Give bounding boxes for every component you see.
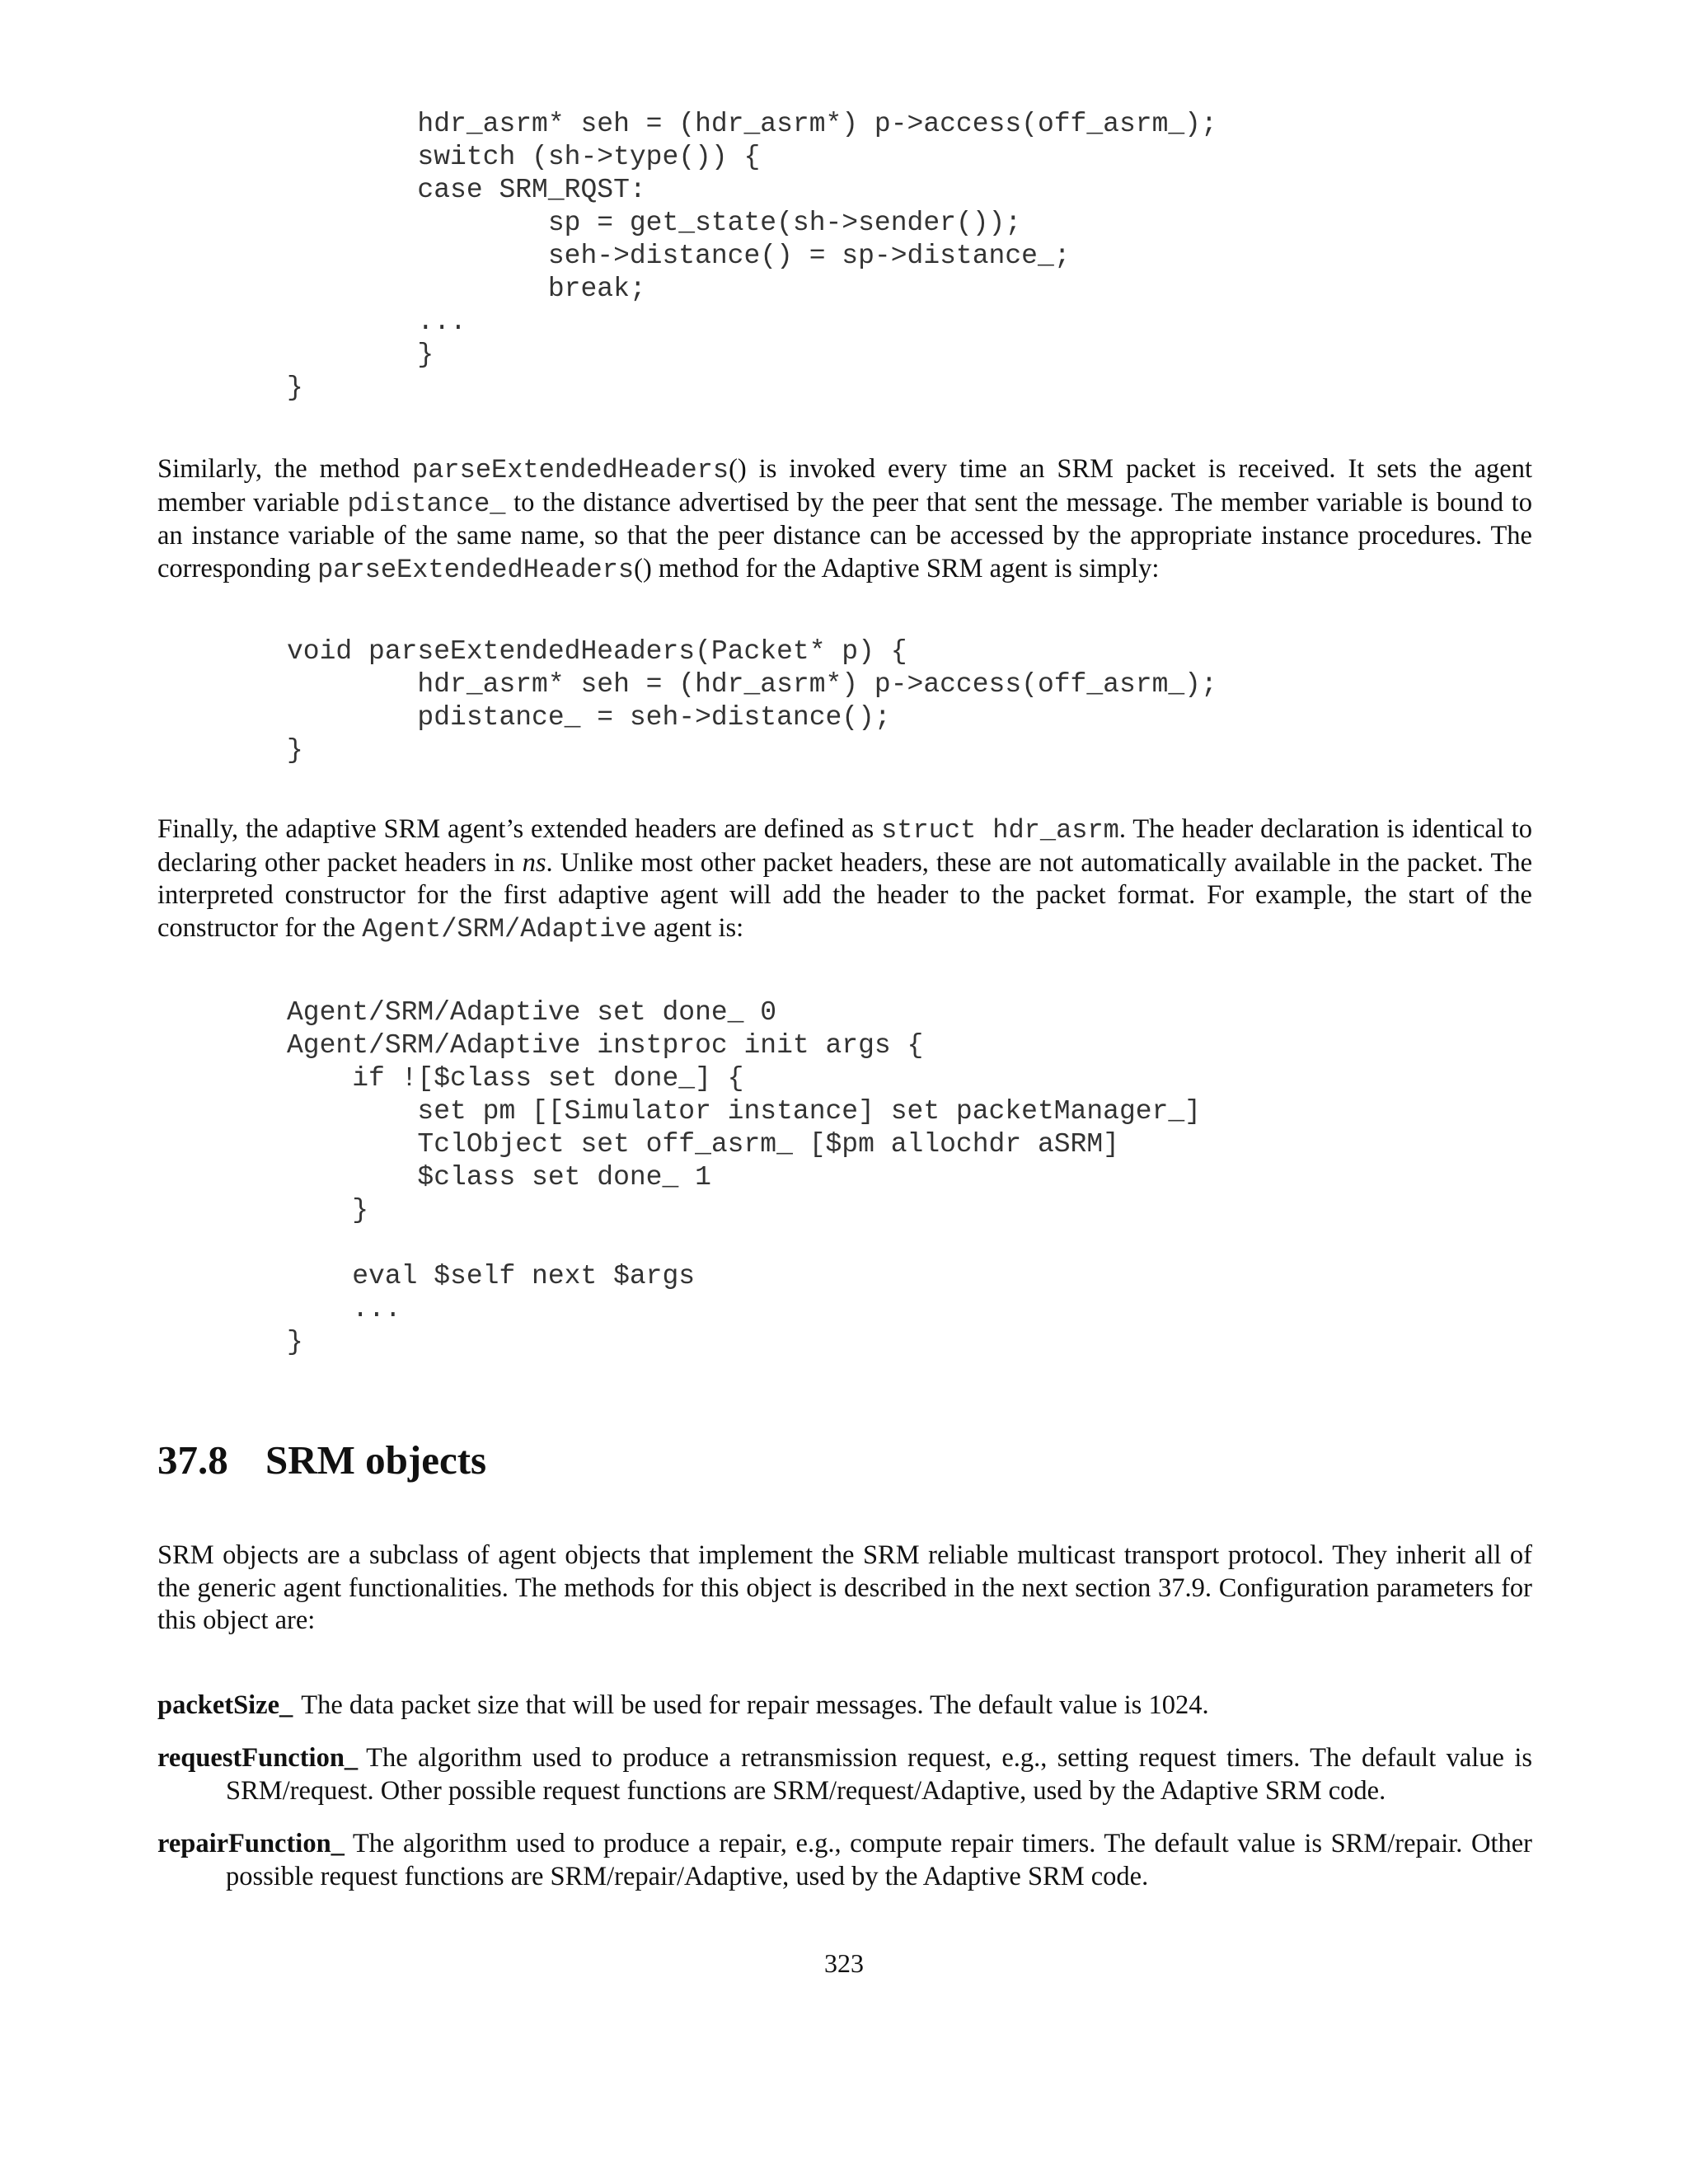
text-run: Finally, the adaptive SRM agent’s extended headers are defined as [157,814,882,844]
param-packet-size [157,1690,1532,1722]
param-request-function [157,1742,1532,1807]
param-description: The algorithm used to produce a retransmission request, e.g., setting request timers. The default value is SRM/request. Other possible request functions are SRM/request/Adaptive, used by the Adaptive SRM code. [226,1743,1532,1806]
code-line: void parseExtendedHeaders(Packet* p) { [287,636,907,667]
code-line: switch (sh->type()) { [287,142,761,172]
code-line: } [287,1327,303,1357]
param-repair-function [157,1828,1532,1893]
text-run: () is invoked every time an SRM packet is received. It sets the agent member variable [157,454,1532,518]
code-line: } [287,1195,369,1226]
paragraph-parse-extended-headers [157,453,1532,586]
code-line: Agent/SRM/Adaptive set done_ 0 [287,997,777,1028]
emphasis: ns [522,847,546,878]
code-line: } [287,340,434,370]
inline-code: parseExtendedHeaders [317,554,635,585]
inline-code: struct hdr_asrm [881,815,1119,846]
code-line: Agent/SRM/Adaptive instproc init args { [287,1030,924,1061]
text-run: . The header declaration is identical to declaring other packet headers in [157,814,1533,878]
param-term: requestFunction_ [157,1743,359,1773]
text-run: to the distance advertised by the peer that sent the message. The member variable is bound to an instance variable of the same name, so that the peer distance can be accessed by the appropriate instance procedures. The corresponding [157,487,1533,583]
code-line: ... [287,1294,401,1324]
text-run: () method for the Adaptive SRM agent is simply: [634,553,1160,583]
text-run: . Unlike most other packet headers, these are not automatically available in the packet. The interpreted constructor for the first adaptive agent will add the header to the packet format. For example, the start of the constructor for the [157,847,1533,943]
page-number: 323 [824,1948,864,1978]
section-number: 37.8 [157,1437,228,1483]
code-line: seh->distance() = sp->distance_; [287,241,1071,271]
inline-code: Agent/SRM/Adaptive [362,913,647,944]
section-heading [157,1436,486,1485]
text-run: Similarly, the method [157,454,413,484]
code-line: $class set done_ 1 [287,1162,711,1193]
code-line: set pm [[Simulator instance] set packetManager_] [287,1096,1201,1127]
code-block-2 [287,635,1217,767]
inline-code: pdistance_ [347,488,506,519]
text-run: agent is: [646,912,744,943]
code-line: eval $self next $args [287,1261,696,1291]
paragraph-srm-objects: SRM objects are a subclass of agent objects that implement the SRM reliable multicast transport protocol. They inherit all of the generic agent functionalities. The methods for this object is described in the next section 37.9. Configuration parameters for this object are: [157,1540,1532,1635]
param-term: packetSize_ [157,1690,293,1720]
code-block-3 [287,996,1201,1359]
param-description: The data packet size that will be used for repair messages. The default value is 1024. [301,1690,1209,1720]
param-description: The algorithm used to produce a repair, e.g., compute repair timers. The default value is SRM/repair. Other possible request functions are SRM/repair/Adaptive, used by the Adaptive SRM code. [226,1829,1532,1891]
code-line: } [287,373,303,403]
code-line: } [287,735,303,766]
param-term: repairFunction_ [157,1829,345,1858]
code-line: break; [287,274,646,304]
section-title: SRM objects [265,1437,487,1483]
code-line: ... [287,307,467,337]
code-line: pdistance_ = seh->distance(); [287,702,891,733]
code-line: case SRM_RQST: [287,175,646,205]
code-line: sp = get_state(sh->sender()); [287,208,1022,238]
code-line: hdr_asrm* seh = (hdr_asrm*) p->access(off_asrm_); [287,109,1217,139]
code-line: if ![$class set done_] { [287,1063,744,1094]
code-block-1 [287,108,1217,405]
inline-code: parseExtendedHeaders [412,455,729,485]
code-line: hdr_asrm* seh = (hdr_asrm*) p->access(off_asrm_); [287,669,1217,700]
paragraph-extended-headers [157,813,1532,945]
code-line: TclObject set off_asrm_ [$pm allochdr aSRM] [287,1129,1119,1160]
